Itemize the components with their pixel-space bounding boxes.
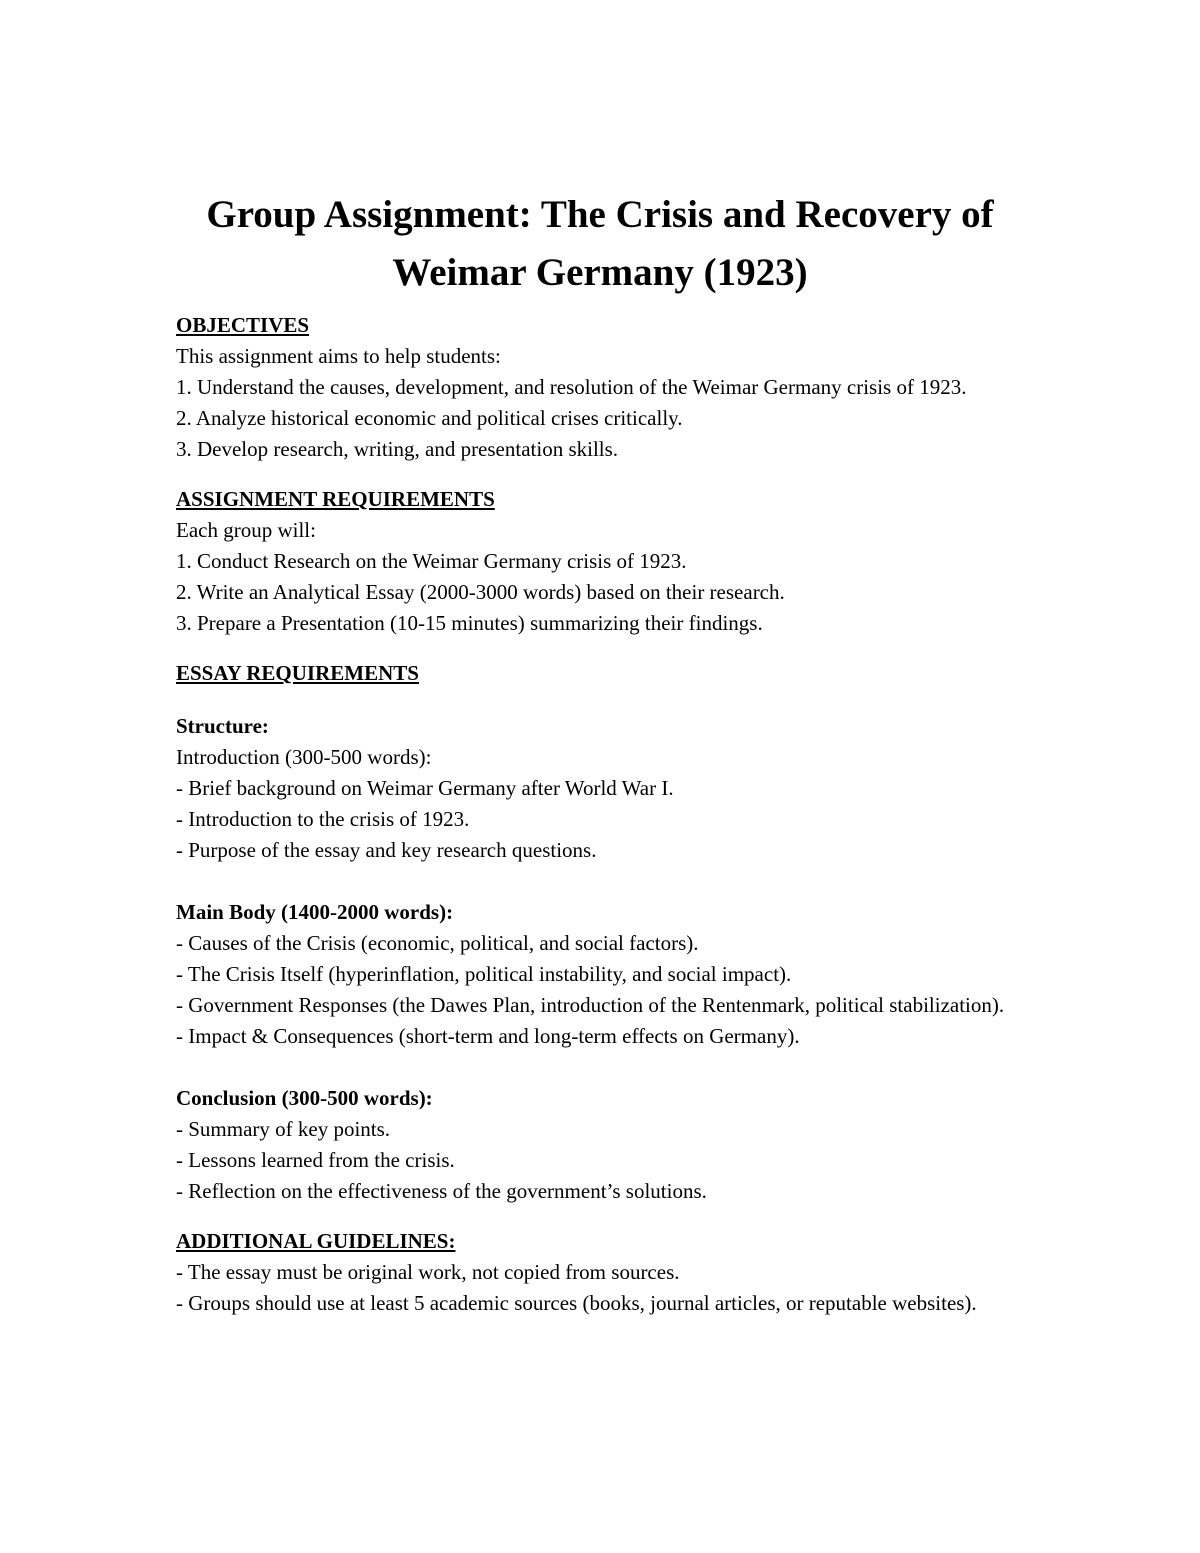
introduction-item: - Brief background on Weimar Germany after World War I. bbox=[176, 776, 674, 800]
objectives-heading: OBJECTIVES bbox=[176, 313, 310, 337]
requirement-item: 2. Write an Analytical Essay (2000-3000 words) based on their research. bbox=[176, 580, 785, 604]
conclusion-heading: Conclusion (300-500 words): bbox=[176, 1086, 433, 1110]
conclusion-item: - Reflection on the effectiveness of the government’s solutions. bbox=[176, 1179, 707, 1203]
introduction-item: - Introduction to the crisis of 1923. bbox=[176, 807, 470, 831]
objective-item: 2. Analyze historical economic and political crises critically. bbox=[176, 406, 683, 430]
requirement-item: 1. Conduct Research on the Weimar Germany crisis of 1923. bbox=[176, 549, 687, 573]
requirement-item: 3. Prepare a Presentation (10-15 minutes) summarizing their findings. bbox=[176, 611, 763, 635]
requirements-section bbox=[176, 484, 1036, 639]
main-body-item: - Impact & Consequences (short-term and long-term effects on Germany). bbox=[176, 1024, 800, 1048]
guideline-item: - Groups should use at least 5 academic sources (books, journal articles, or reputable websites). bbox=[176, 1291, 977, 1315]
essay-requirements-heading: ESSAY REQUIREMENTS bbox=[176, 661, 419, 685]
title-line-1: Group Assignment: The Crisis and Recovery of bbox=[206, 193, 994, 236]
guidelines-section bbox=[176, 1226, 1036, 1319]
title-line-2: Weimar Germany (1923) bbox=[392, 251, 808, 294]
main-body-heading: Main Body (1400-2000 words): bbox=[176, 900, 454, 924]
document-body bbox=[176, 310, 1036, 1319]
objectives-section bbox=[176, 310, 1036, 465]
main-body-section bbox=[176, 897, 1036, 1052]
introduction-item: - Purpose of the essay and key research questions. bbox=[176, 838, 597, 862]
guideline-item: - The essay must be original work, not copied from sources. bbox=[176, 1260, 680, 1284]
requirements-intro: Each group will: bbox=[176, 518, 316, 542]
objective-item: 1. Understand the causes, development, and resolution of the Weimar Germany crisis of 1923. bbox=[176, 375, 967, 399]
document-title bbox=[100, 186, 1100, 302]
structure-introduction bbox=[176, 711, 1036, 866]
objective-item: 3. Develop research, writing, and presentation skills. bbox=[176, 437, 619, 461]
structure-heading: Structure: bbox=[176, 714, 269, 738]
main-body-item: - Government Responses (the Dawes Plan, introduction of the Rentenmark, political stabilization). bbox=[176, 993, 1005, 1017]
conclusion-section bbox=[176, 1083, 1036, 1207]
main-body-item: - Causes of the Crisis (economic, political, and social factors). bbox=[176, 931, 699, 955]
objectives-intro: This assignment aims to help students: bbox=[176, 344, 501, 368]
requirements-heading: ASSIGNMENT REQUIREMENTS bbox=[176, 487, 495, 511]
main-body-item: - The Crisis Itself (hyperinflation, political instability, and social impact). bbox=[176, 962, 792, 986]
introduction-label: Introduction (300-500 words): bbox=[176, 745, 432, 769]
conclusion-item: - Lessons learned from the crisis. bbox=[176, 1148, 455, 1172]
guidelines-heading: ADDITIONAL GUIDELINES: bbox=[176, 1229, 456, 1253]
conclusion-item: - Summary of key points. bbox=[176, 1117, 391, 1141]
